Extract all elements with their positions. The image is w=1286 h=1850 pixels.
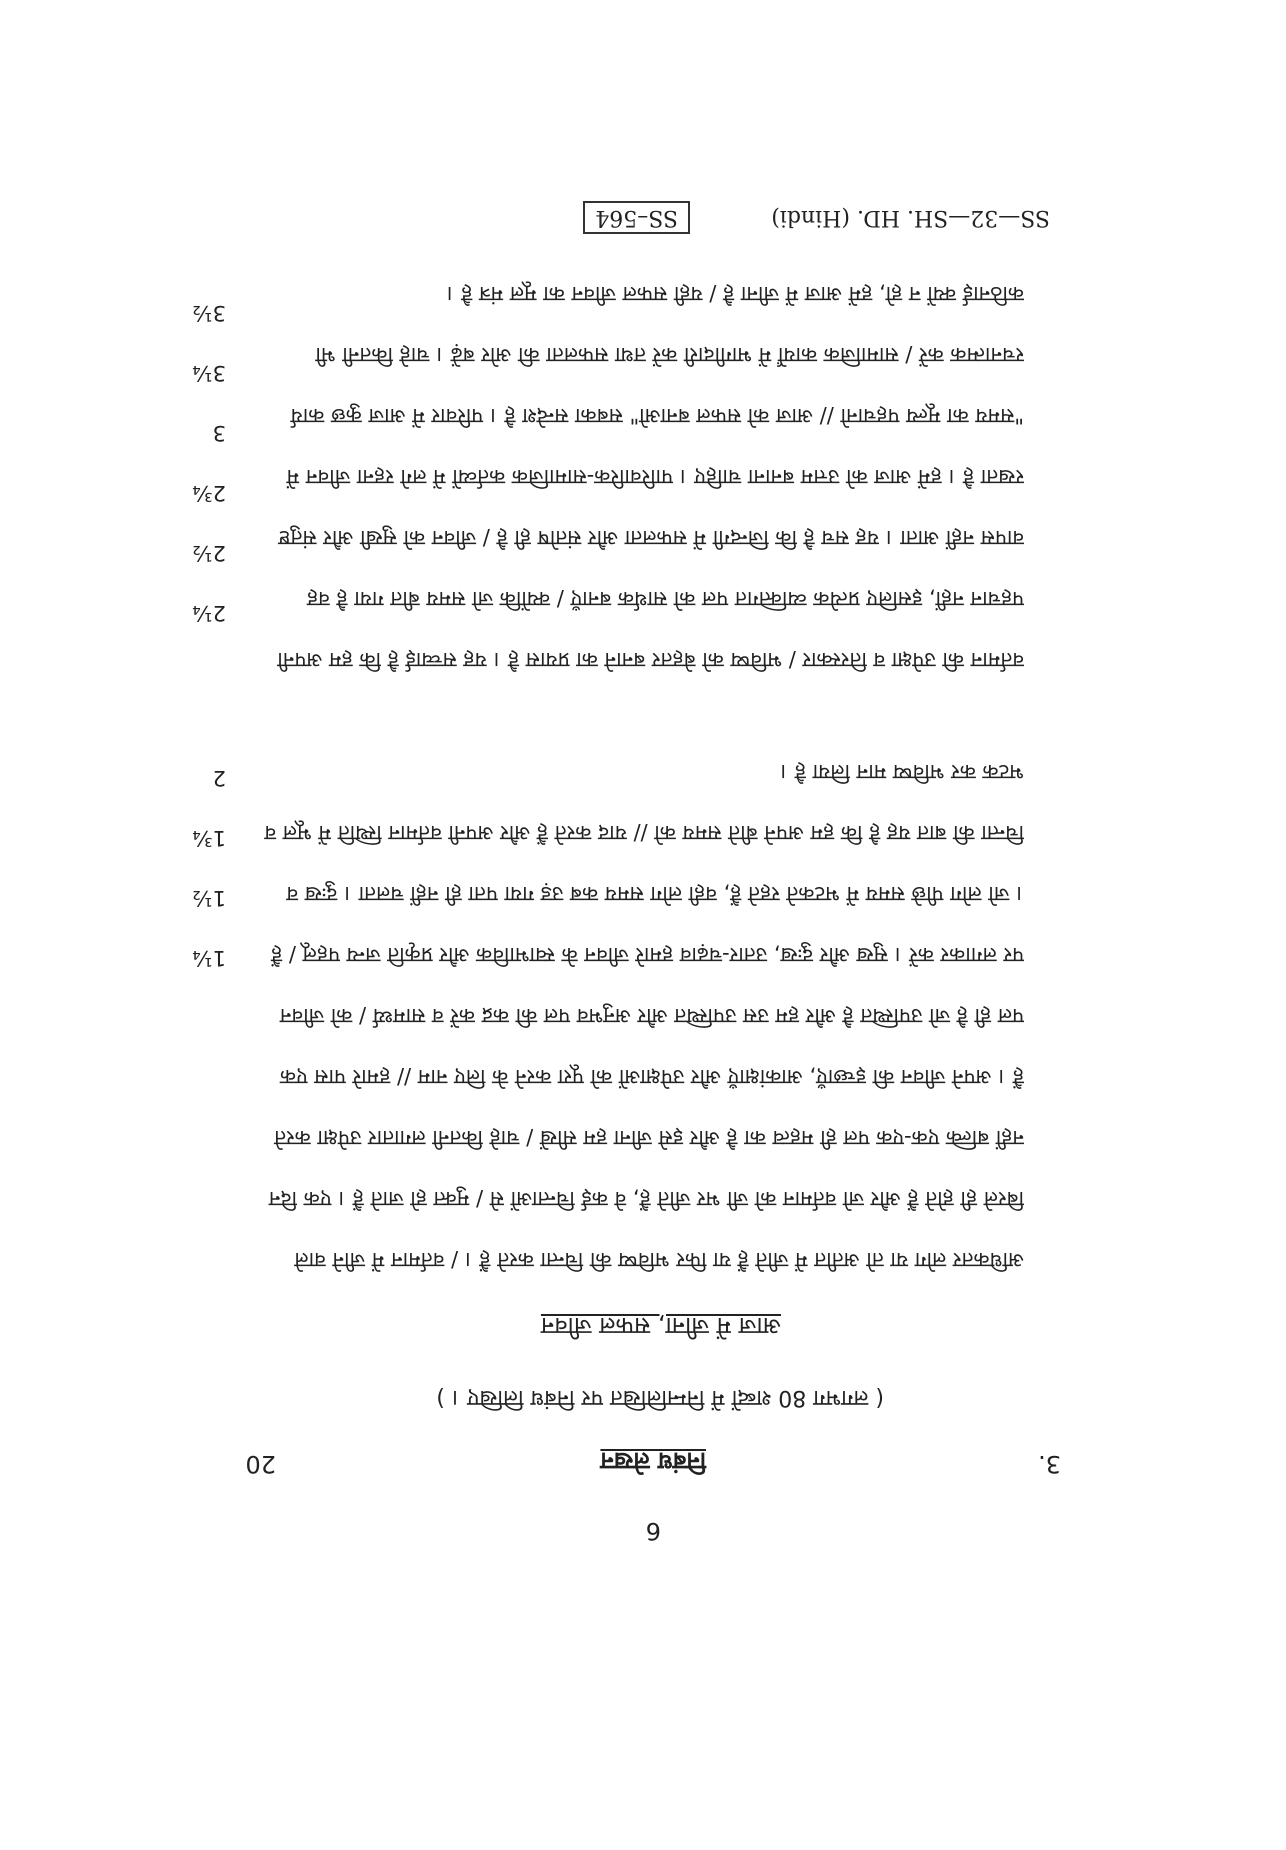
essay-subject: आज में जीना, सफल जीवन <box>540 1312 781 1340</box>
page-number: 6 <box>645 1517 661 1545</box>
margin-marker-3: 1¾ <box>192 826 226 850</box>
question-number: 3. <box>1038 1450 1061 1478</box>
paper-box-code: SS–564 <box>583 201 690 234</box>
paper-code: SS—32—SH. HD. (Hindi) <box>771 205 1050 230</box>
essay-paragraph-one: अधिकतर लोग या तो अतीत में जीते हैं या फिर भविष्य की चिन्ता करते हैं । / वर्तमान में जीने वाले बिरले ही होते हैं और जो वर्तमान को जी भर जीते हैं, वे कई चिन्ताओं से / मुक्त हो जाते हैं । एक दिन नहीं बल्कि एक-एक पल ही महत्व का है और इसे जीना हम सीखें / चाहे कितनी लगातार उपेक्षा करते हैं । अपने जीवन की इच्छाएँ, आकांक्षाएँ और उपेक्षाओं को पूरा करने के लिए नाम // हमारे पास एक पल ही है जो उपस्थित है और हम उस उपस्थित और अनुभव पल की कद्र करें व सामर्थ्य / को जीवन पर लगाकर करें । सुख और दुःख, उतार-चढ़ाव हमारे जीवन के स्वाभाविक और प्रकृति जन्य पहलू / हैं । जो लोग पीछे समय में भटकते रहते हैं, वही लोग समय कब उड़ गया पता ही नहीं चलता । दुःख व चिन्ता की बात यह है कि हम अपने बीते समय को // याद करते हैं और अपनी वर्तमान स्थिति में भूल व भटक कर भविष्य मान लिया है । <box>264 760 1024 1272</box>
margin-marker-9: 3¼ <box>192 361 226 385</box>
margin-marker-10: 3½ <box>192 301 226 325</box>
margin-marker-4: 2 <box>212 766 226 790</box>
margin-marker-5: 2¼ <box>192 601 226 625</box>
margin-marker-8: 3 <box>212 421 226 445</box>
margin-marker-2: 1½ <box>192 886 226 910</box>
margin-marker-7: 2¾ <box>192 481 226 505</box>
margin-marker-1: 1¼ <box>192 946 226 970</box>
margin-marker-6: 2½ <box>192 541 226 565</box>
essay-paragraph-two: वर्तमान की उपेक्षा व तिरस्कार / भविष्य को बेहतर बनाने का प्रयास है । यह सच्चाई है कि हम अपनी पहचान नहीं, इसलिए प्रत्येक व्यक्तिगत पल को सार्थक बनाएँ / क्योंकि जो समय बीत गया है वह वापस नहीं आता । यह सच है कि जिन्दगी में सफलता और संतोष ही है / जीवन को सुखी और संतुष्ट रखता है । हमें आज को उत्तम बनाना चाहिए । पारिवारिक-सामाजिक कर्तव्यों में लगे रहना जीवन में "समय का मूल्य पहचानो // आज को सफल बनाओ" सबका सन्देश है । परिवार में आज कुछ कार्य रचनात्मक करें / सामाजिक कार्यों में भागीदारी करें तथा सफलता की ओर बढ़ें । चाहे कितनी भी कठिनाई क्यों न हो, हमें आज में जीना है / यही सफल जीवन का मूल मंत्र है । <box>277 282 1024 672</box>
section-title: निबंध लेखन <box>600 1447 706 1475</box>
question-marks: 20 <box>245 1450 276 1478</box>
question-instruction: ( लगभग 80 शब्दों में निम्नलिखित पर निबंध लिखिए । ) <box>436 1385 884 1410</box>
